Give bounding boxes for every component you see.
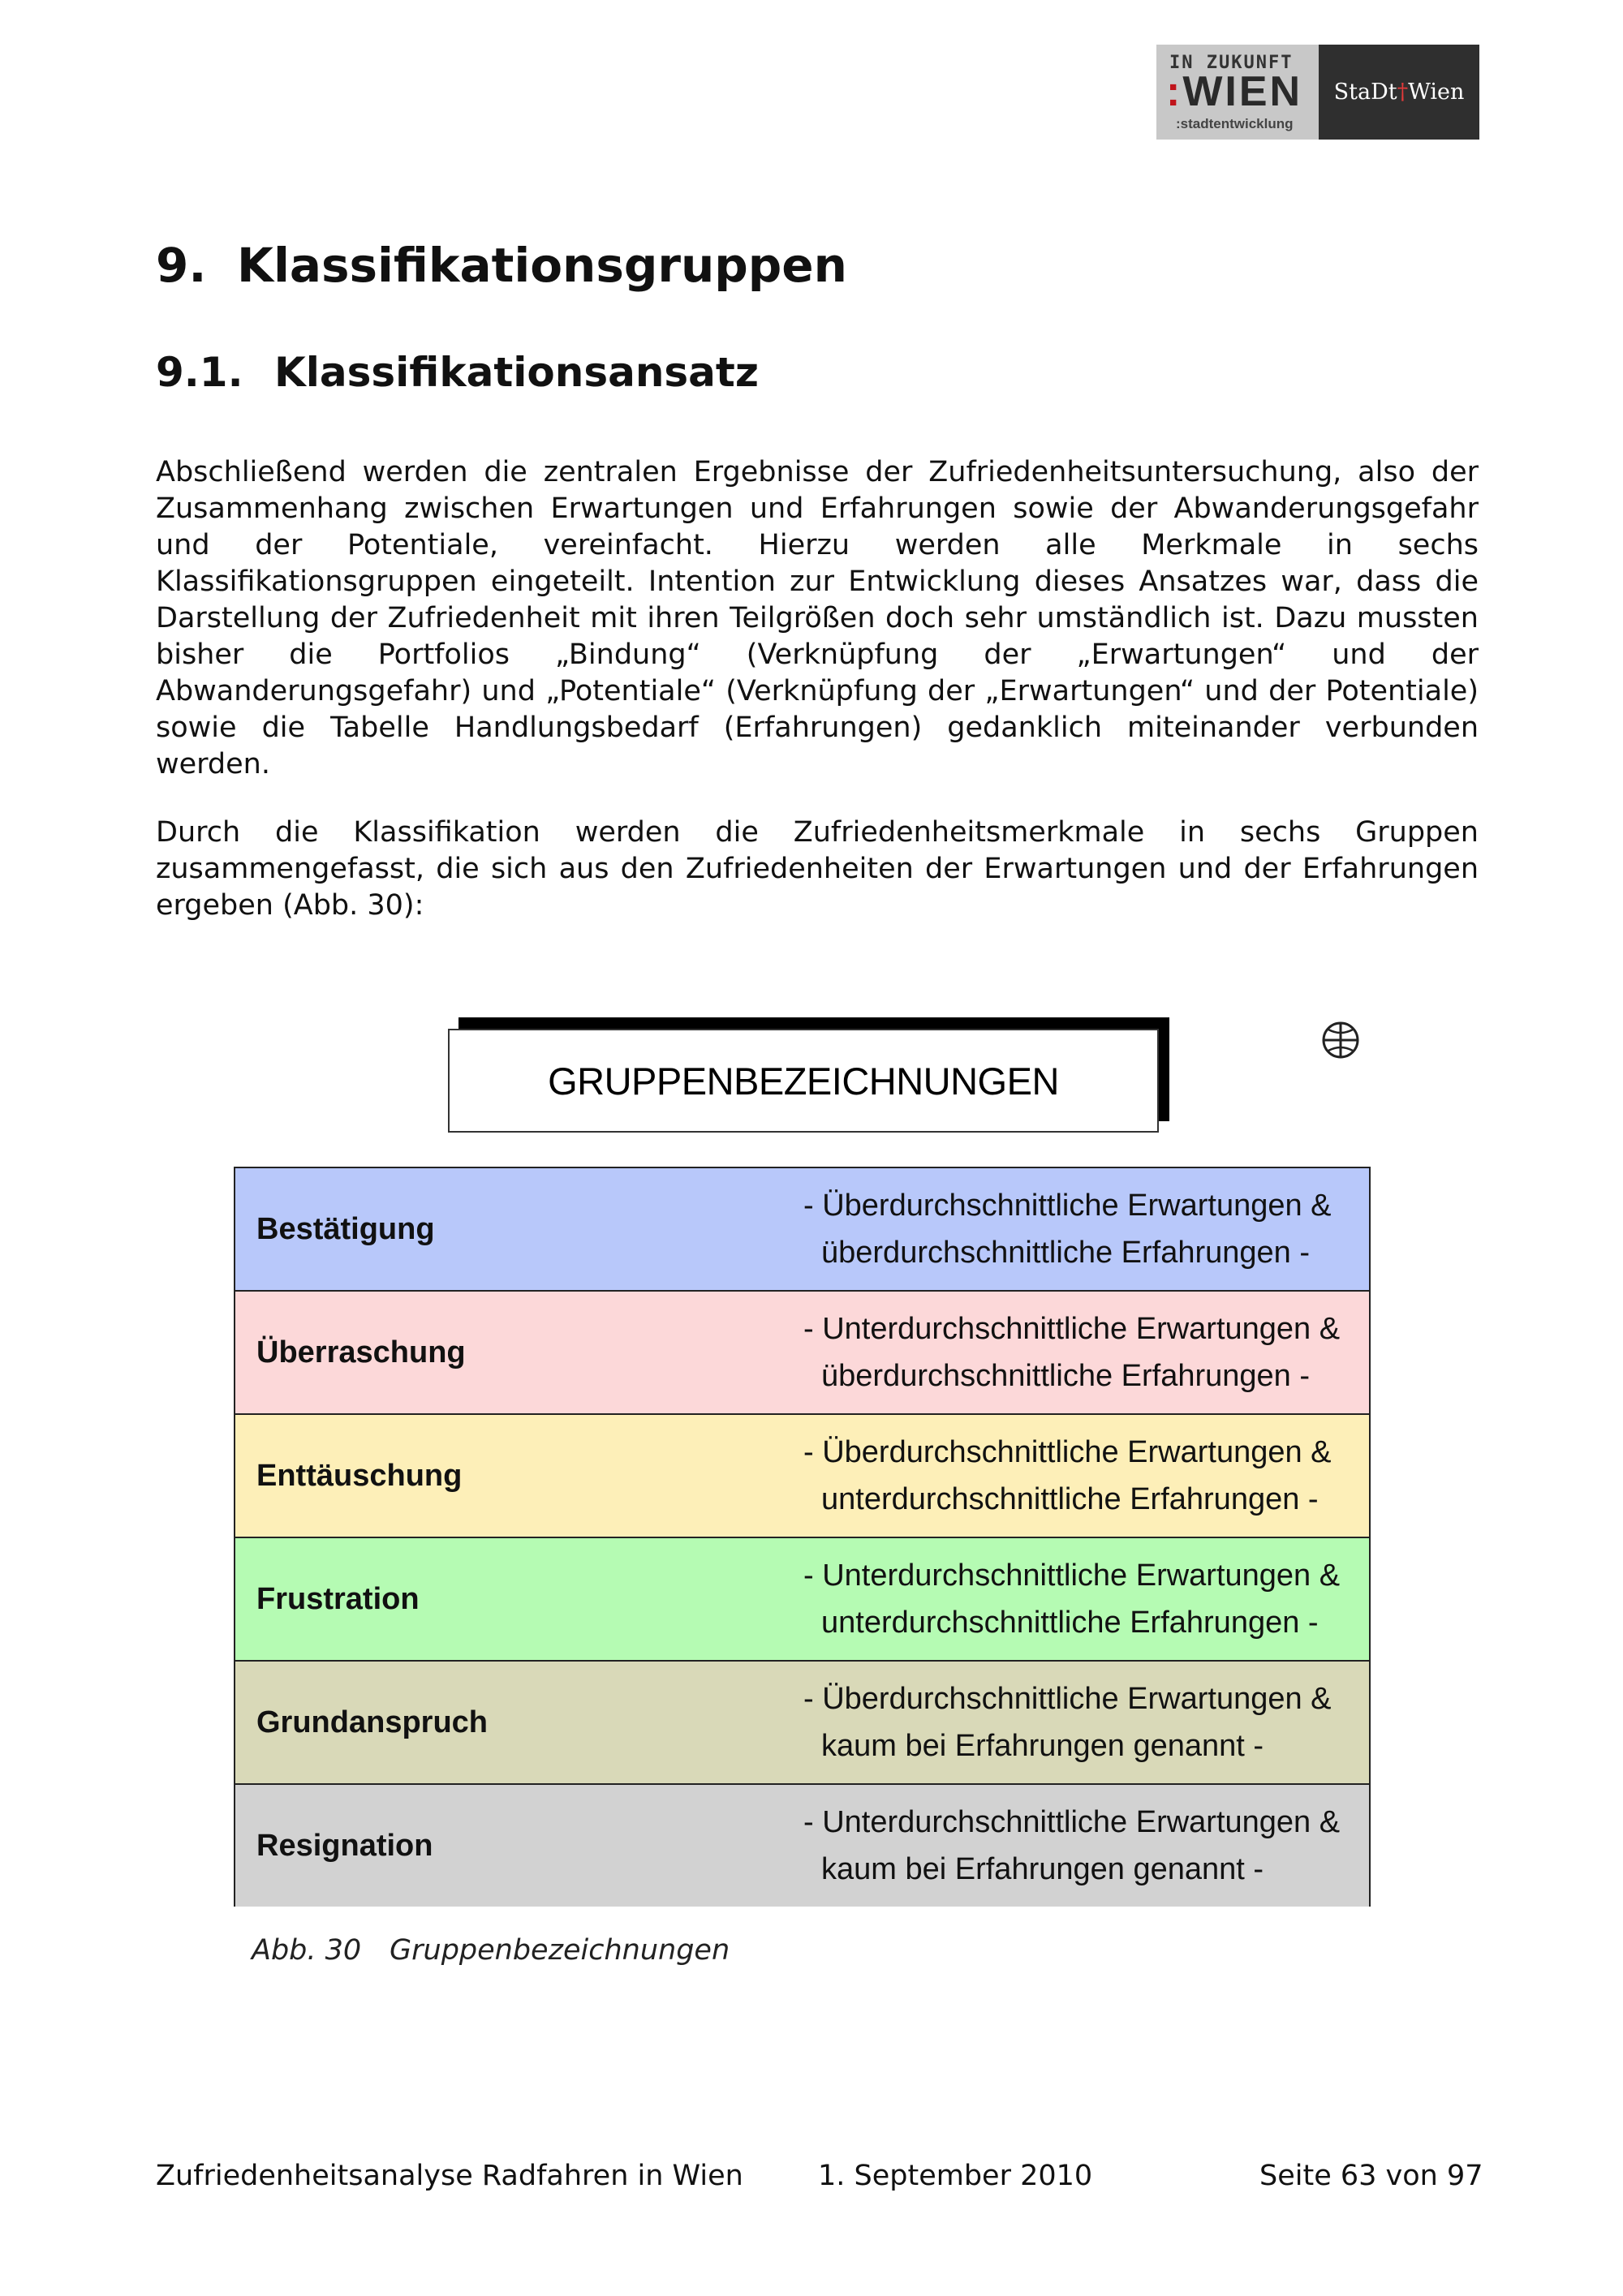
group-name: Bestätigung — [256, 1211, 435, 1246]
figure-title: GRUPPENBEZEICHNUNGEN — [548, 1059, 1059, 1103]
group-row — [235, 1538, 1369, 1662]
group-name: Frustration — [256, 1581, 420, 1616]
group-row — [235, 1292, 1369, 1415]
group-name: Enttäuschung — [256, 1458, 463, 1493]
group-description-line: unterdurchschnittliche Erfahrungen - — [821, 1482, 1319, 1516]
group-description-line: überdurchschnittliche Erfahrungen - — [821, 1236, 1311, 1270]
group-row — [235, 1662, 1369, 1785]
group-row — [235, 1415, 1369, 1538]
group-description-line: kaum bei Erfahrungen genannt - — [821, 1729, 1264, 1763]
footer-document-title: Zufriedenheitsanalyse Radfahren in Wien — [156, 2160, 743, 2192]
group-description — [803, 1305, 1340, 1400]
group-description — [803, 1799, 1340, 1893]
group-description-line: - Überdurchschnittliche Erwartungen & — [803, 1189, 1332, 1223]
group-description — [803, 1675, 1332, 1769]
group-description-line: kaum bei Erfahrungen genannt - — [821, 1852, 1264, 1886]
group-row — [235, 1168, 1369, 1292]
globe-icon — [1320, 1020, 1361, 1060]
group-description-line: - Unterdurchschnittliche Erwartungen & — [803, 1312, 1341, 1346]
group-description-line: überdurchschnittliche Erfahrungen - — [821, 1359, 1311, 1393]
group-name: Überraschung — [256, 1335, 466, 1369]
group-description-line: unterdurchschnittliche Erfahrungen - — [821, 1606, 1319, 1640]
group-description-line: - Überdurchschnittliche Erwartungen & — [803, 1435, 1332, 1469]
group-description-line: - Unterdurchschnittliche Erwartungen & — [803, 1559, 1341, 1593]
group-table — [234, 1167, 1371, 1907]
paragraph-classification: Durch die Klassifikation werden die Zufriedenheitsmerkmale in sechs Gruppen zusammengefasst, die sich aus den Zufriedenheiten der Erwartungen und der Erfahrungen ergeben (Abb. 30): — [156, 816, 1479, 922]
figure-caption: Abb. 30 Gruppenbezeichnungen — [252, 1934, 730, 1967]
group-name: Resignation — [256, 1828, 433, 1863]
group-description — [803, 1182, 1332, 1276]
section-title: 9.1. Klassifikationsansatz — [156, 349, 759, 396]
figure-title-box — [448, 1029, 1159, 1133]
footer-date: 1. September 2010 — [818, 2160, 1093, 2192]
group-name: Grundanspruch — [256, 1705, 489, 1739]
paragraph-intro: Abschließend werden die zentralen Ergebnisse der Zufriedenheitsuntersuchung, also der Zusammenhang zwischen Erwartungen und Erfahrungen sowie der Abwanderungsgefahr und der Potentiale, vereinfacht. Hierzu werden alle Merkmale in sechs Klassifikationsgruppen eingeteilt. Intention zur Entwicklung dieses Ansatzes war, dass die Darstellung der Zufriedenheit mit ihren Teilgrößen doch sehr umständlich ist. Dazu mussten bisher die Portfolios „Bindung“ (Verknüpfung der „Erwartungen“ und der Abwanderungsgefahr) und „Potentiale“ (Verknüpfung der „Erwartungen“ und der Potentiale) sowie die Tabelle Handlungsbedarf (Erfahrungen) gedanklich miteinander verbunden werden. — [156, 456, 1479, 780]
group-description-line: - Unterdurchschnittliche Erwartungen & — [803, 1805, 1341, 1839]
group-description-line: - Überdurchschnittliche Erwartungen & — [803, 1682, 1332, 1716]
group-row — [235, 1785, 1369, 1907]
logo-stadt-wien: StaDt † Wien — [1319, 45, 1479, 140]
group-description — [803, 1429, 1332, 1523]
logo — [1156, 45, 1479, 140]
group-description — [803, 1552, 1340, 1646]
logo-in-zukunft-wien: IN ZUKUNFT :WIEN :stadtentwicklung — [1156, 45, 1319, 140]
footer-page-number: Seite 63 von 97 — [1259, 2160, 1483, 2192]
page-title: 9. Klassifikationsgruppen — [156, 238, 847, 293]
